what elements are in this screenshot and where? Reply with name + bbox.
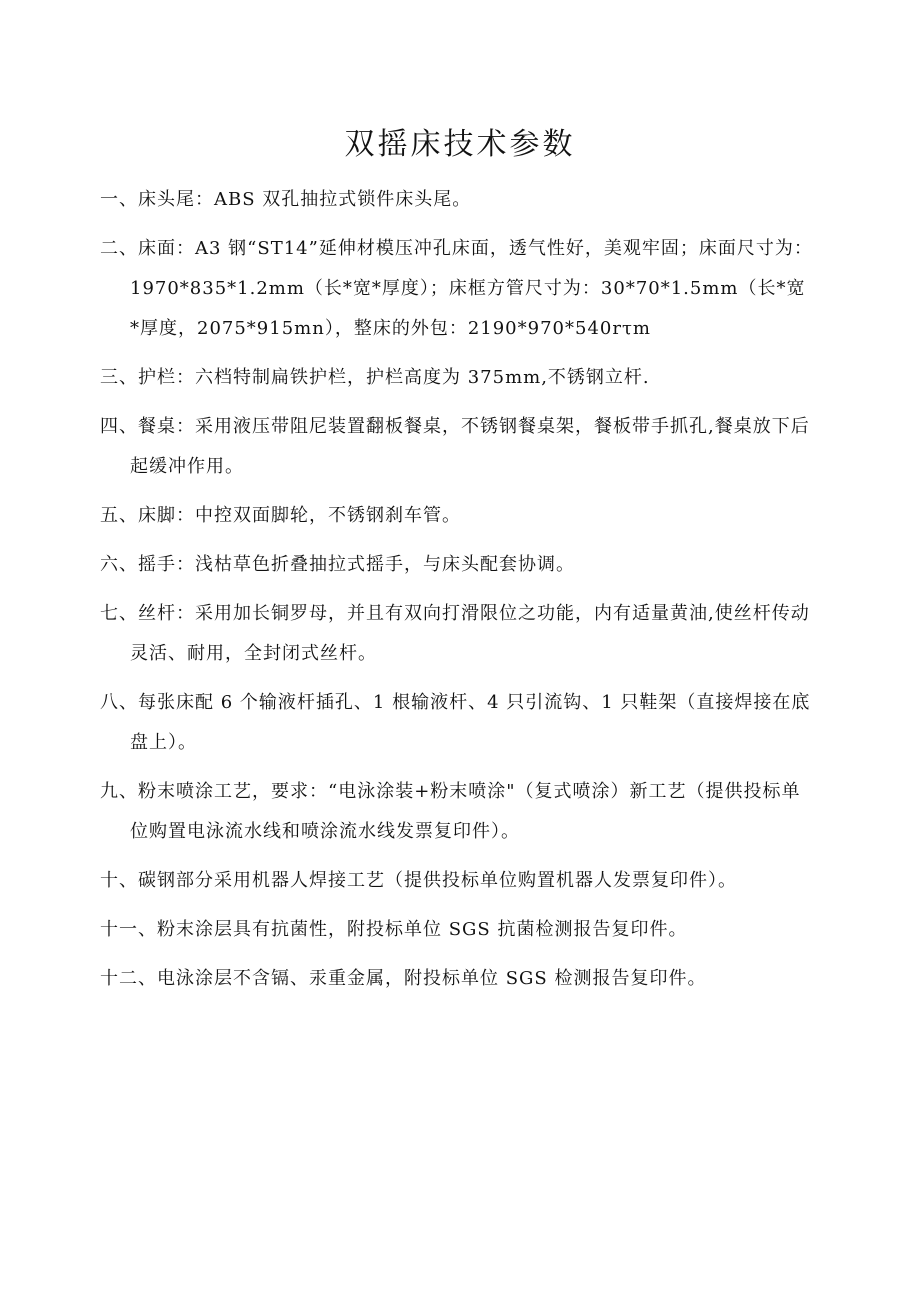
- spec-item-9: [100, 772, 815, 852]
- spec-item-number: 六、: [100, 554, 138, 575]
- spec-item-number: 八、: [100, 692, 138, 713]
- spec-item-11: [100, 910, 815, 950]
- spec-item-text: 每张床配 6 个输液杆插孔、1 根输液杆、4 只引流钩、1 只鞋架（直接焊接在底盘上）。: [130, 692, 811, 753]
- document-title: 双摇床技术参数: [344, 127, 576, 162]
- spec-item-6: [100, 545, 815, 585]
- spec-item-text: 床面：A3 钢“ST14”延伸材模压冲孔床面，透气性好，美观牢固；床面尺寸为：1970*835*1.2mm（长*宽*厚度）；床框方管尺寸为：30*70*1.5mm（长*宽*厚度，2075*915mn），整床的外包：2190*970*540rτm: [130, 238, 813, 339]
- spec-item-number: 二、: [100, 238, 138, 259]
- spec-item-number: 九、: [100, 781, 138, 802]
- spec-item-number: 十、: [100, 870, 138, 891]
- spec-item-5: [100, 496, 815, 536]
- spec-item-number: 一、: [100, 189, 138, 210]
- spec-item-10: [100, 861, 815, 901]
- spec-item-number: 四、: [100, 416, 138, 437]
- spec-item-number: 十二、: [100, 968, 157, 989]
- spec-item-text: 床脚：中控双面脚轮，不锈钢刹车管。: [138, 505, 461, 526]
- spec-item-text: 床头尾：ABS 双孔抽拉式锁件床头尾。: [138, 189, 472, 210]
- spec-item-4: [100, 407, 815, 487]
- spec-item-number: 十一、: [100, 919, 157, 940]
- spec-item-1: [100, 180, 815, 220]
- spec-item-text: 电泳涂层不含镉、汞重金属，附投标单位 SGS 检测报告复印件。: [157, 968, 707, 989]
- spec-item-text: 丝杆：采用加长铜罗母，并且有双向打滑限位之功能，内有适量黄油,使丝杆传动灵活、耐用，全封闭式丝杆。: [130, 603, 810, 664]
- spec-item-text: 餐桌：采用液压带阻尼装置翻板餐桌，不锈钢餐桌架，餐板带手抓孔,餐桌放下后起缓冲作用。: [130, 416, 810, 477]
- spec-item-number: 七、: [100, 603, 138, 624]
- spec-item-text: 碳钢部分采用机器人焊接工艺（提供投标单位购置机器人发票复印件）。: [138, 870, 737, 891]
- spec-item-8: [100, 683, 815, 763]
- spec-list: [100, 180, 815, 1008]
- spec-item-text: 粉末喷涂工艺，要求：“电泳涂装+粉末喷涂"（复式喷涂）新工艺（提供投标单位购置电泳流水线和喷涂流水线发票复印件）。: [130, 781, 801, 842]
- spec-item-text: 护栏：六档特制扁铁护栏，护栏高度为 375mm,不锈钢立杆.: [138, 367, 650, 388]
- spec-item-text: 摇手：浅枯草色折叠抽拉式摇手，与床头配套协调。: [138, 554, 575, 575]
- spec-item-number: 三、: [100, 367, 138, 388]
- spec-item-3: [100, 358, 815, 398]
- spec-item-text: 粉末涂层具有抗菌性，附投标单位 SGS 抗菌检测报告复印件。: [157, 919, 688, 940]
- spec-item-12: [100, 959, 815, 999]
- spec-item-number: 五、: [100, 505, 138, 526]
- spec-item-2: [100, 229, 815, 349]
- spec-item-7: [100, 594, 815, 674]
